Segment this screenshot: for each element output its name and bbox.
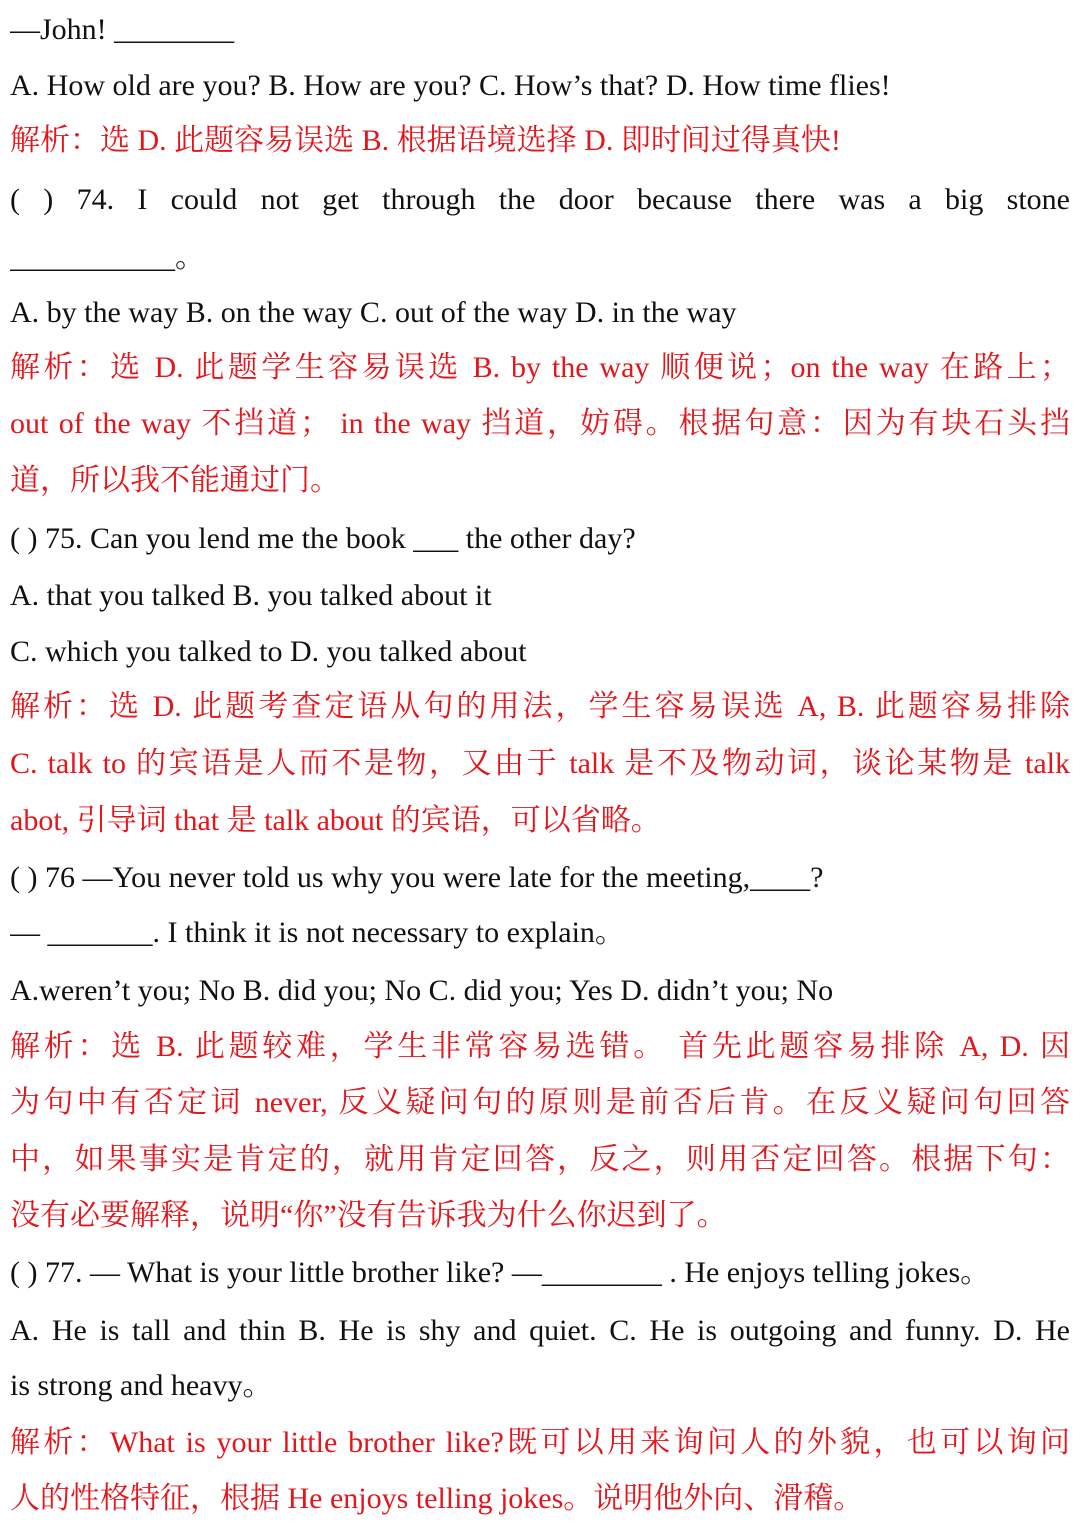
question-75-options-cd: C. which you talked to D. you talked about bbox=[10, 635, 527, 668]
question-77-options: A. He is tall and thin B. He is shy and quiet. C. He is outgoing and funny. D. He bbox=[10, 1314, 1070, 1347]
question-76-stem: ( ) 76 —You never told us why you were late for the meeting,____? bbox=[10, 861, 824, 894]
question-77-stem: ( ) 77. — What is your little brother like? —________ . He enjoys telling jokes。 bbox=[10, 1256, 991, 1289]
question-73-answer-line: —John! ________ bbox=[10, 13, 235, 46]
question-73-explanation: 解析：选 D. 此题容易误选 B. 根据语境选择 D. 即时间过得真快! bbox=[10, 124, 841, 157]
question-74-explanation-line-3: 道，所以我不能通过门。 bbox=[10, 464, 340, 497]
question-74-stem: ( ) 74. I could not get through the door because there was a big stone bbox=[10, 183, 1070, 216]
question-75-explanation-line-3: abot, 引导词 that 是 talk about 的宾语，可以省略。 bbox=[10, 804, 661, 837]
question-75-options-ab: A. that you talked B. you talked about it bbox=[10, 579, 492, 612]
question-74-options: A. by the way B. on the way C. out of the way D. in the way bbox=[10, 296, 737, 329]
question-77-options-continued: is strong and heavy。 bbox=[10, 1369, 273, 1402]
question-74-explanation-line-2: out of the way 不挡道； in the way 挡道，妨碍。根据句意：因为有块石头挡 bbox=[10, 407, 1070, 440]
question-75-explanation-line-1: 解析：选 D. 此题考查定语从句的用法，学生容易误选 A, B. 此题容易排除 bbox=[10, 690, 1070, 723]
question-76-explanation-line-3: 中，如果事实是肯定的，就用肯定回答，反之，则用否定回答。根据下句： bbox=[10, 1143, 1070, 1176]
question-77-explanation-line-1: 解析：What is your little brother like?既可以用来询问人的外貌，也可以询问 bbox=[10, 1426, 1070, 1459]
question-76-explanation-line-2: 为句中有否定词 never, 反义疑问句的原则是前否后肯。在反义疑问句回答 bbox=[10, 1086, 1070, 1119]
question-76-explanation-line-1: 解析：选 B. 此题较难，学生非常容易选错。 首先此题容易排除 A, D. 因 bbox=[10, 1030, 1070, 1063]
question-76-explanation-line-4: 没有必要解释，说明“你”没有告诉我为什么你迟到了。 bbox=[10, 1199, 727, 1232]
question-75-explanation-line-2: C. talk to 的宾语是人而不是物，又由于 talk 是不及物动词，谈论某物是 talk bbox=[10, 747, 1070, 780]
question-75-stem: ( ) 75. Can you lend me the book ___ the other day? bbox=[10, 522, 636, 555]
question-76-options: A.weren’t you; No B. did you; No C. did you; Yes D. didn’t you; No bbox=[10, 974, 834, 1007]
question-77-explanation-line-2: 人的性格特征，根据 He enjoys telling jokes。说明他外向、滑稽。 bbox=[10, 1482, 864, 1515]
question-76-response: — _______. I think it is not necessary to explain。 bbox=[10, 916, 625, 949]
question-73-options: A. How old are you? B. How are you? C. How’s that? D. How time flies! bbox=[10, 69, 891, 102]
question-74-explanation-line-1: 解析：选 D. 此题学生容易误选 B. by the way 顺便说；on the way 在路上； bbox=[10, 351, 1070, 384]
question-74-stem-continued: ___________。 bbox=[10, 241, 205, 274]
